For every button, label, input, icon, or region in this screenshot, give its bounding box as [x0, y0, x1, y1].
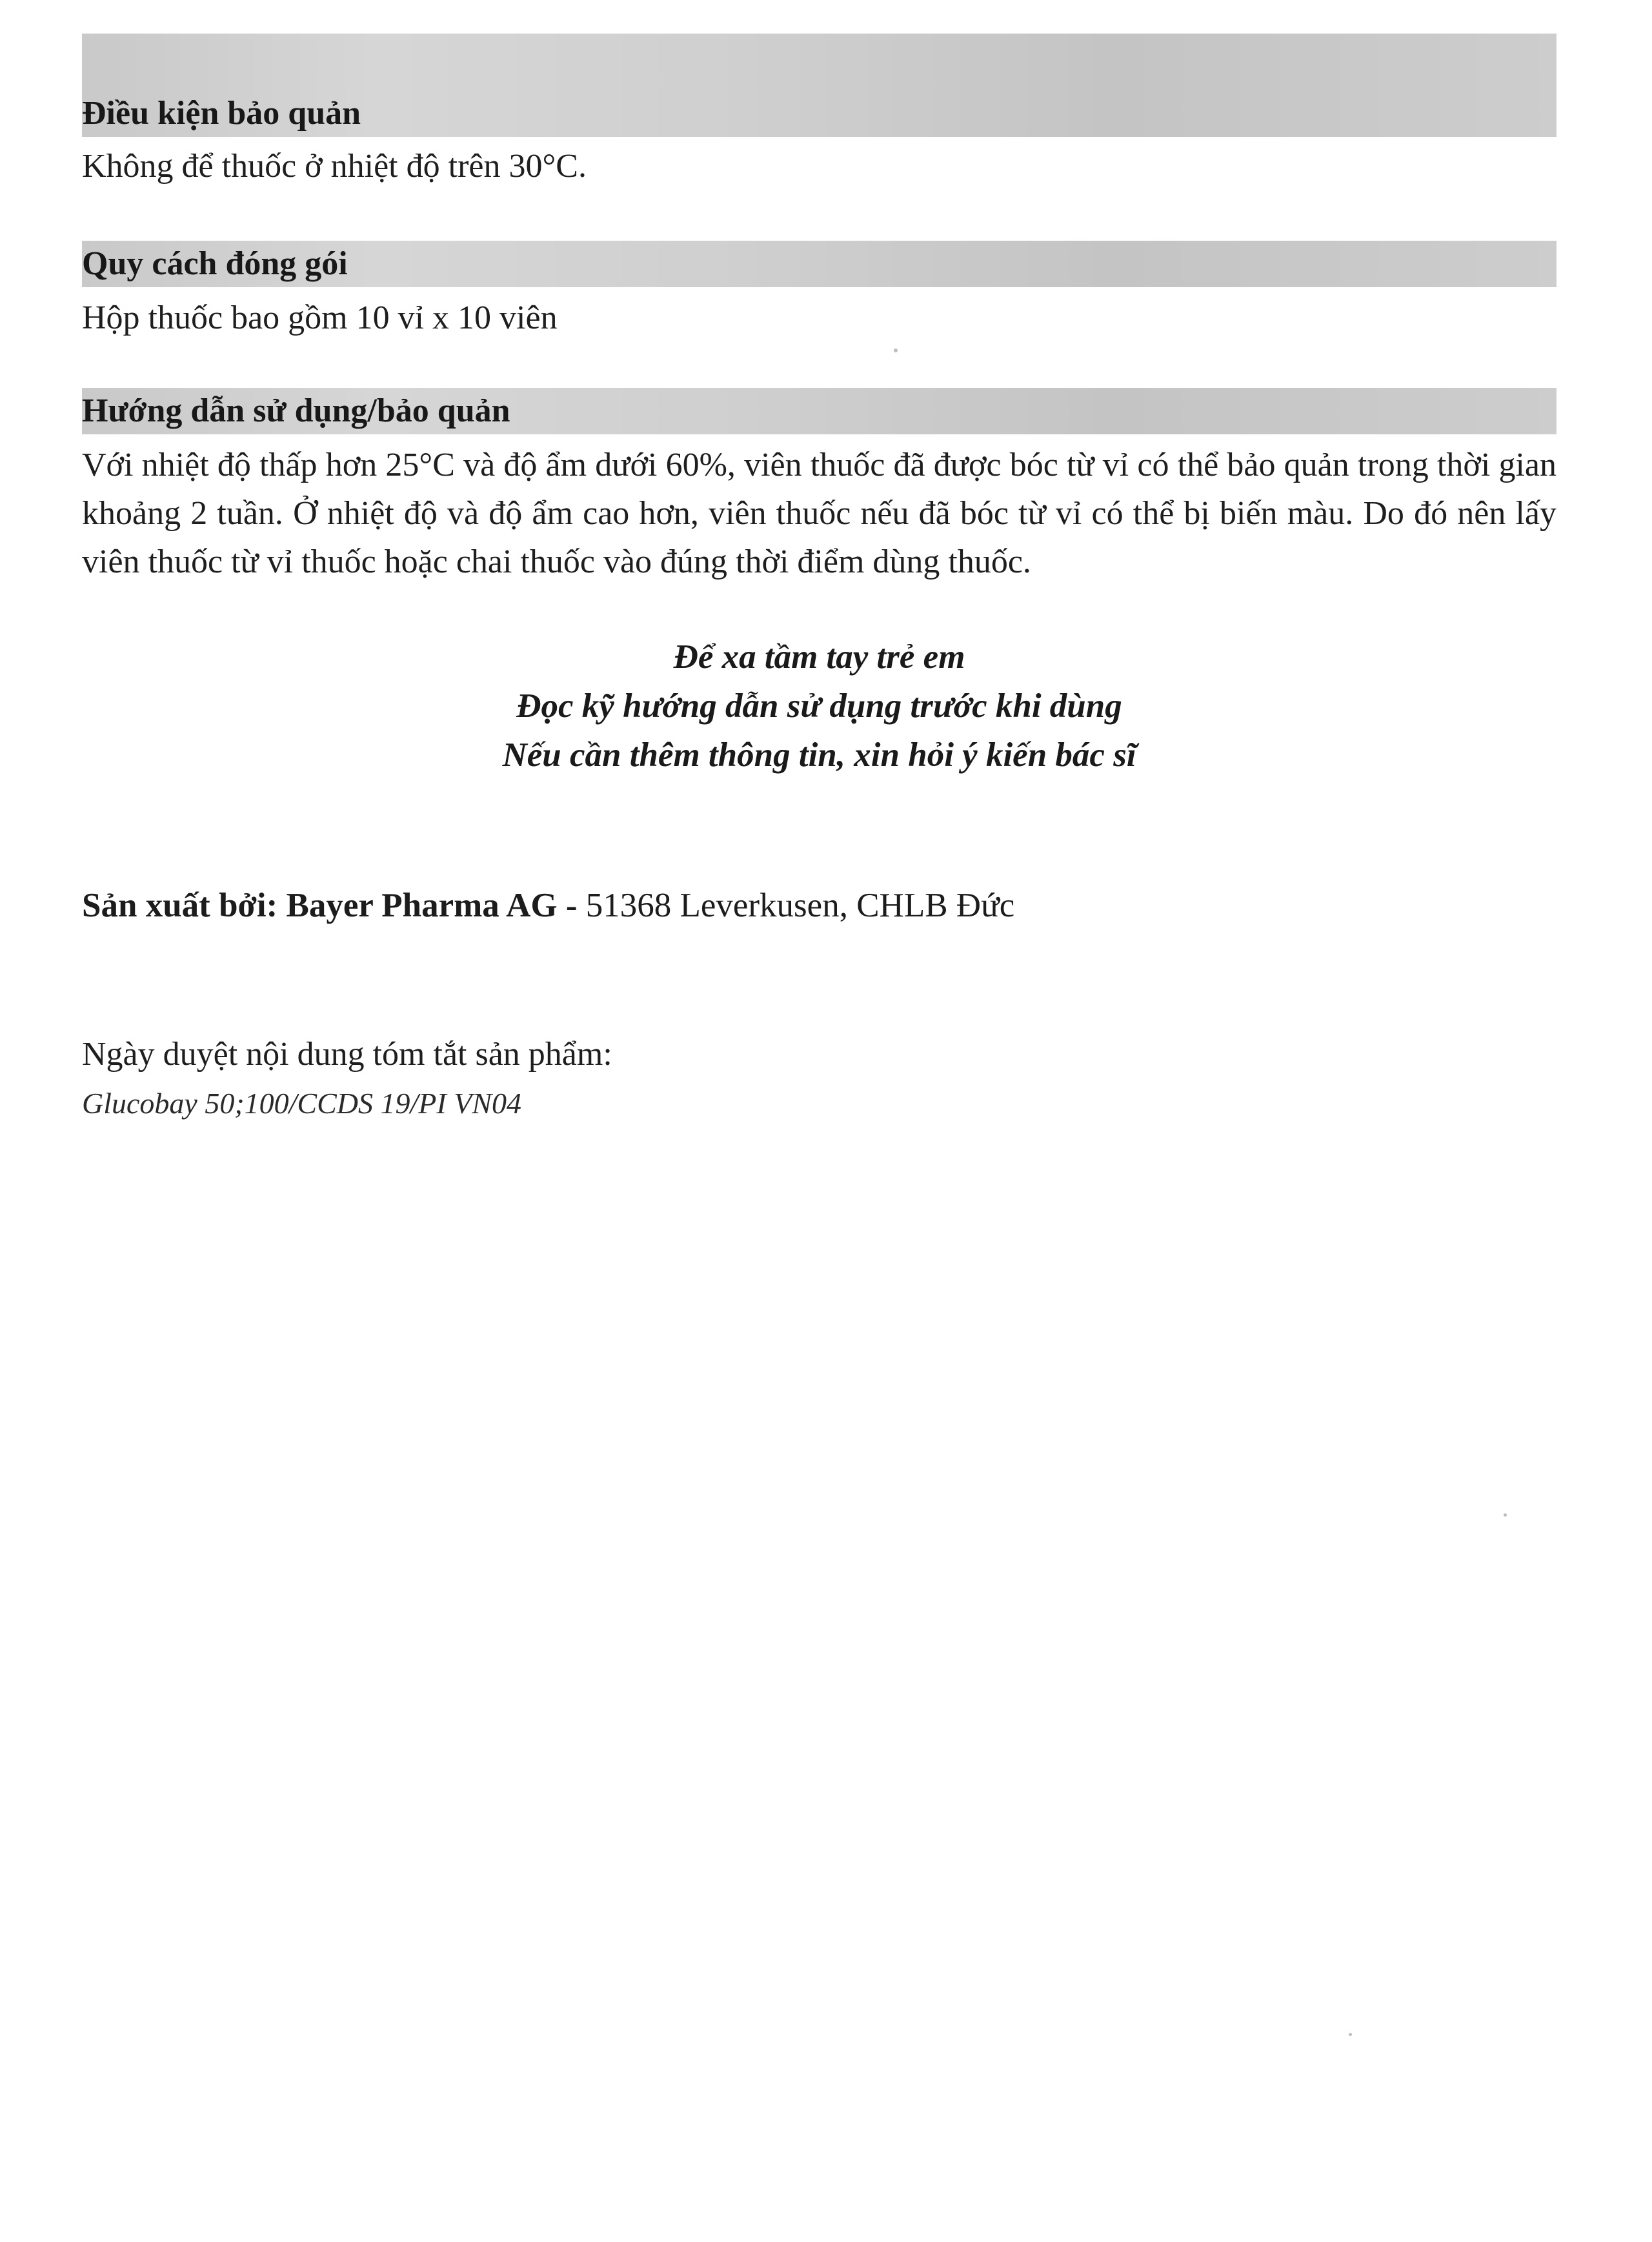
manufacturer-line	[82, 881, 1014, 930]
section-heading: Điều kiện bảo quản	[82, 95, 361, 132]
usage-storage-instructions-section	[82, 388, 1556, 586]
scan-speck	[1349, 2033, 1352, 2036]
warning-line: Để xa tầm tay trẻ em	[673, 638, 965, 676]
section-body: Hộp thuốc bao gồm 10 vỉ x 10 viên	[82, 299, 558, 336]
warning-line: Đọc kỹ hướng dẫn sử dụng trước khi dùng	[516, 687, 1122, 725]
section-heading: Hướng dẫn sử dụng/bảo quản	[82, 392, 510, 429]
packaging-section	[82, 241, 1556, 342]
section-body: Không để thuốc ở nhiệt độ trên 30°C.	[82, 148, 587, 185]
manufacturer-address: 51368 Leverkusen, CHLB Đức	[585, 887, 1015, 924]
section-body: Với nhiệt độ thấp hơn 25°C và độ ẩm dưới 60%, viên thuốc đã được bóc từ vỉ có thể bảo quản trong thời gian khoảng 2 tuần. Ở nhiệt độ và độ ẩm cao hơn, viên thuốc nếu đã bóc từ vỉ có thể bị biến màu. Do đó nên lấy viên thuốc từ vỉ thuốc hoặc chai thuốc vào đúng thời điểm dùng thuốc.	[82, 447, 1556, 580]
section-heading-bar	[82, 241, 1556, 287]
scan-speck	[894, 348, 898, 352]
storage-conditions-section	[82, 34, 1556, 190]
scan-speck	[1504, 1513, 1507, 1517]
approval-block	[82, 1030, 612, 1128]
section-heading: Quy cách đóng gói	[82, 245, 348, 282]
manufacturer-label: Sản xuất bởi: Bayer Pharma AG -	[82, 887, 586, 924]
section-heading-bar	[82, 34, 1556, 137]
warnings-block	[82, 632, 1556, 780]
document-code: Glucobay 50;100/CCDS 19/PI VN04	[82, 1087, 521, 1120]
section-heading-bar	[82, 388, 1556, 434]
approval-label: Ngày duyệt nội dung tóm tắt sản phẩm:	[82, 1036, 612, 1073]
warning-line: Nếu cần thêm thông tin, xin hỏi ý kiến bác sĩ	[502, 736, 1136, 774]
